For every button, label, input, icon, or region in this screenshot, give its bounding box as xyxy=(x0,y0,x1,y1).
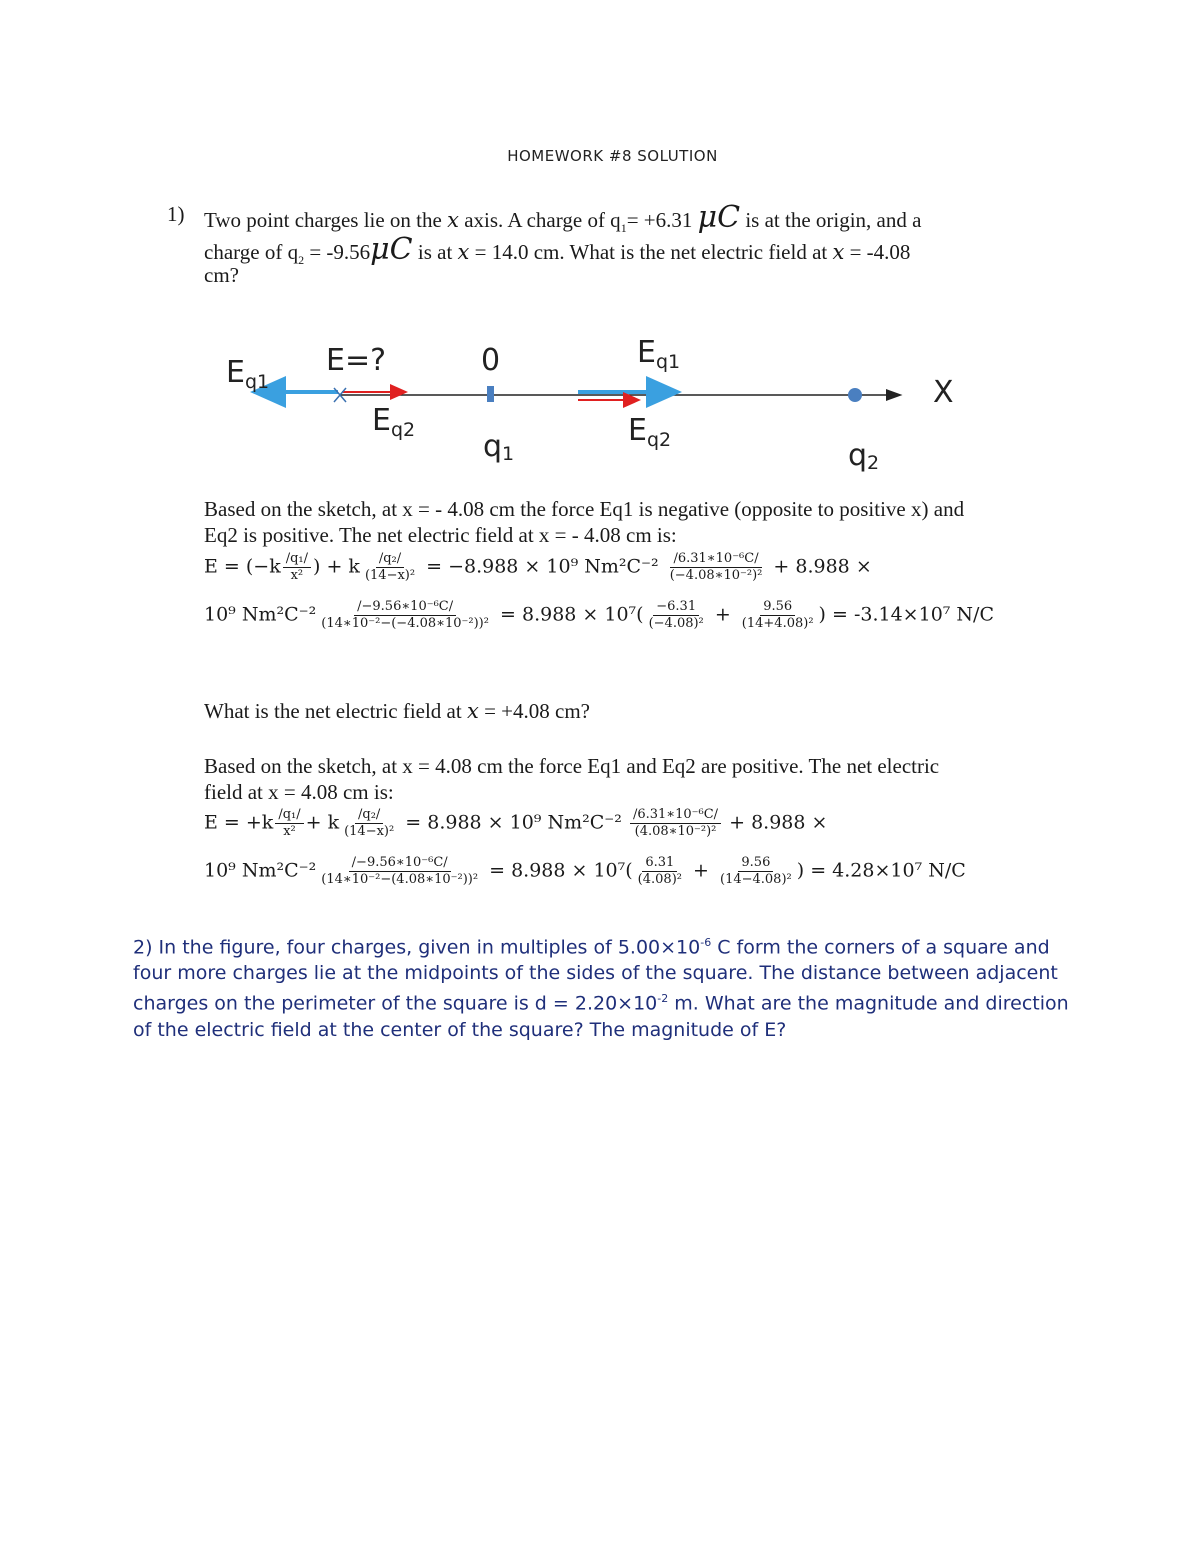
solution-b-equation-line1: E = +k $\frac{\text{/q₁/}}{\text{x²}}$ + k $\frac{\text{/q₂/}}{\text{(14−x)²}}$ = 8.988 × 10⁹ Nm²C⁻² $\frac{\text{/6.31∗10⁻⁶C/}}{\text{(4.08∗10⁻²)²}}$ + 8.988 × xyxy=(204,807,828,839)
problem1-line2: charge of $q_2 = -9.56\mu C$ is at x = 14.0 cm. What is the net electric field at x = -4.08 xyxy=(204,232,911,268)
eq1-right-label: $E_{q1}$ xyxy=(637,335,681,373)
solution-a-equation-line2: 10⁹ Nm²C⁻² $\frac{\text{/−9.56∗10⁻⁶C/}}{\text{(14∗10⁻²−(−4.08∗10⁻²))²}}$ = 8.988 × 10⁷( $\frac{-6.31}{\text{(−4.08)²}}$ + $\frac{9.56}{\text{(14+4.08)²}}$ ) = -3.14×10⁷ N/C xyxy=(204,599,994,631)
micro-coulomb-symbol: μC xyxy=(697,200,741,235)
problem2-text: 2) In the figure, four charges, given in multiples of $5.00\times 10^{-6}$ C form the corners of a square and four more charges lie at the midpoints of the sides of the square. The distance between adjacent charges on the perimeter of the square is $d = 2.20\times 10^{-2}$ m. What are the magnitude and direction of the electric field at the center of the square? The magnitude of E? xyxy=(133,936,1069,1041)
solution-a-para1: Based on the sketch, at x = - 4.08 cm the force Eq1 is negative (opposite to positive x) and xyxy=(204,497,965,521)
q2-label: q2 xyxy=(848,438,880,474)
field-diagram xyxy=(0,330,1200,480)
q1-label: q1 xyxy=(483,429,515,465)
solution-a-para2: Eq2 is positive. The net electric field at x = - 4.08 cm is: xyxy=(204,523,677,547)
problem1-number: 1) xyxy=(167,202,185,226)
solution-b-para1: Based on the sketch, at x = 4.08 cm the force Eq1 and Eq2 are positive. The net electric xyxy=(204,754,940,778)
solution-b-equation-line2: 10⁹ Nm²C⁻² $\frac{\text{/−9.56∗10⁻⁶C/}}{\text{(14∗10⁻²−(4.08∗10⁻²))²}}$ = 8.988 × 10⁷( $\frac{6.31}{\text{(4.08)²}}$ + $\frac{9.56}{\text{(14−4.08)²}}$ ) = 4.28×10⁷ N/C xyxy=(204,855,966,887)
page-title: HOMEWORK #8 SOLUTION xyxy=(507,147,718,165)
x-axis-label: X xyxy=(933,375,954,410)
origin-label: 0 xyxy=(481,343,501,378)
problem1-line3: cm? xyxy=(204,263,239,287)
charge-q2 xyxy=(848,388,862,402)
charge-q1 xyxy=(487,386,494,402)
solution-a-equation-line1: E = (−k $\frac{\text{/q₁/}}{\text{x²}}$ ) + k $\frac{\text{/q₂/}}{\text{(14−x)²}}$ = −8.988 × 10⁹ Nm²C⁻² $\frac{\text{/6.31∗10⁻⁶C/}}{\text{(−4.08∗10⁻²)²}}$ + 8.988 × xyxy=(204,551,872,583)
eq2-right-label: $E_{q2}$ xyxy=(628,413,672,451)
eq2-left-label: $E_{q2}$ xyxy=(372,403,416,441)
solution-b-para2: field at x = 4.08 cm is: xyxy=(204,780,394,804)
eq1-left-label: $E_{q1}$ xyxy=(226,355,270,393)
problem1-line1: Two point charges lie on the x axis. A charge of $q_1= +6.31$ μC is at the origin, and a xyxy=(204,200,922,236)
question-b: What is the net electric field at x = +4.08 cm? xyxy=(204,699,590,723)
e-unknown-label: E=? xyxy=(326,343,387,378)
